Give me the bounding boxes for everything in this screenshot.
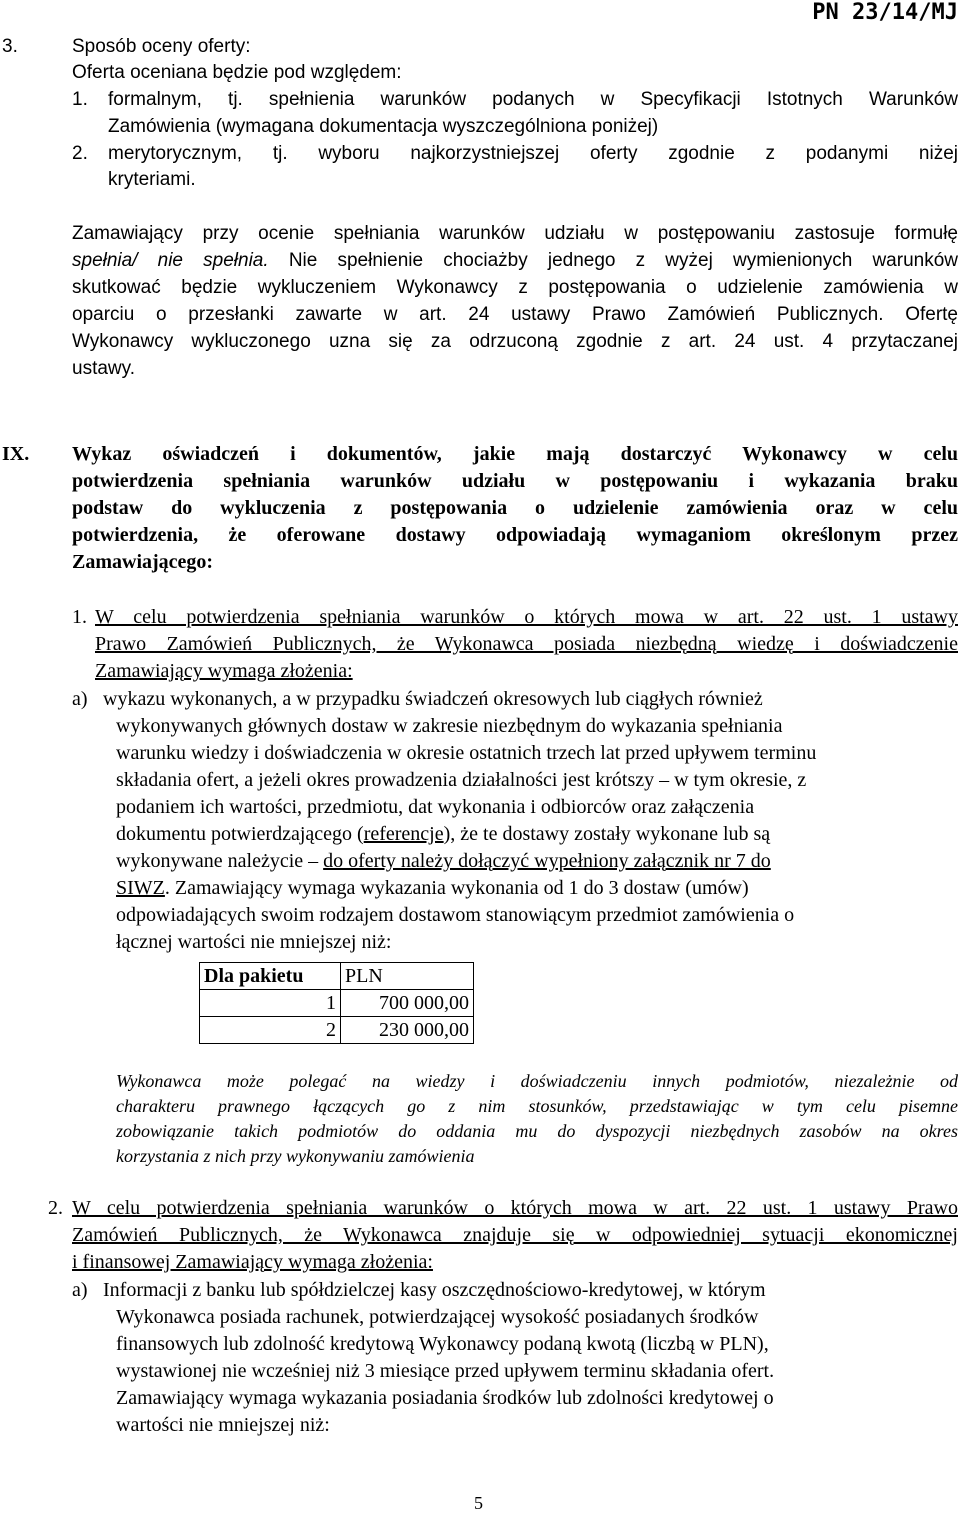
- table-cell: 1: [200, 990, 341, 1017]
- sub-item-text: warunku wiedzy i doświadczenia w okresie ostatnich trzech lat przed upływem terminu: [116, 742, 817, 764]
- requirement-heading: Zamówień Publicznych, że Wykonawca znajduje się w odpowiedniej sytuacji ekonomicznej: [72, 1224, 958, 1246]
- requirement-heading: Zamawiający wymaga złożenia:: [95, 660, 353, 682]
- table-row: [200, 990, 474, 1017]
- sub-item-text: wykazu wykonanych, a w przypadku świadczeń okresowych lub ciągłych również: [103, 688, 763, 710]
- sub-item-label: a): [72, 1279, 88, 1301]
- table-header-row: [200, 963, 474, 990]
- table-header-cell: PLN: [341, 963, 474, 990]
- evaluation-paragraph: oparciu o przesłanki zawarte w art. 24 ustawy Prawo Zamówień Publicznych. Ofertę: [72, 304, 958, 325]
- sub-item-text: wykonywane należycie – do oferty należy dołączyć wypełniony załącznik nr 7 do: [116, 850, 771, 872]
- section-ix-heading: Wykaz oświadczeń i dokumentów, jakie mają dostarczyć Wykonawcy w celu: [72, 443, 958, 465]
- evaluation-paragraph: Zamawiający przy ocenie spełniania warunków udziału w postępowaniu zastosuje formułę: [72, 223, 958, 244]
- section-3-number: 3.: [2, 36, 18, 57]
- sub-item-text: SIWZ. Zamawiający wymaga wykazania wykonania od 1 do 3 dostaw (umów): [116, 877, 749, 899]
- sub-item-text: składania ofert, a jeżeli okres prowadzenia działalności jest krótszy – w tym okresie, z: [116, 769, 807, 791]
- table-row: [200, 1017, 474, 1044]
- evaluation-paragraph: skutkować będzie wykluczeniem Wykonawcy z postępowania o udzielenie zamówienia w: [72, 277, 958, 298]
- attachment-note: SIWZ: [116, 877, 165, 899]
- note-text: Wykonawca może polegać na wiedzy i doświadczeniu innych podmiotów, niezależnie od: [116, 1071, 958, 1091]
- sub-item-text: finansowych lub zdolność kredytową Wykonawcy podaną kwotą (liczbą w PLN),: [116, 1333, 769, 1355]
- requirement-heading: i finansowej Zamawiający wymaga złożenia:: [72, 1251, 433, 1273]
- note-text: charakteru prawnego łączących go z nim stosunków, przedstawiając w tym celu pisemne: [116, 1096, 958, 1116]
- table-cell: 700 000,00: [341, 990, 474, 1017]
- requirement-heading: Prawo Zamówień Publicznych, że Wykonawca posiada niezbędną wiedzę i doświadczenie: [95, 633, 958, 655]
- table-header-cell: Dla pakietu: [200, 963, 341, 990]
- section-ix-number: IX.: [2, 443, 30, 465]
- requirement-heading: W celu potwierdzenia spełniania warunków o których mowa w art. 22 ust. 1 ustawy: [95, 606, 958, 628]
- section-ix-heading: potwierdzenia, że oferowane dostawy odpowiadają wymaganiom określonym przez: [72, 524, 958, 546]
- evaluation-paragraph: spełnia/ nie spełnia. Nie spełnienie chociażby jednego z wyżej wymienionych warunków: [72, 250, 958, 271]
- evaluation-paragraph: Wykonawcy wykluczonego uzna się za odrzuconą zgodnie z art. 24 ust. 4 przytaczanej: [72, 331, 958, 352]
- criteria-item-text: formalnym, tj. spełnienia warunków podanych w Specyfikacji Istotnych Warunków: [108, 89, 958, 110]
- criteria-item-number: 2.: [72, 143, 88, 164]
- criteria-item-text: Zamówienia (wymagana dokumentacja wyszczególniona poniżej): [108, 116, 659, 137]
- section-3-title: Sposób oceny oferty:: [72, 36, 251, 57]
- value-table: [199, 962, 474, 1044]
- sub-item-text: Wykonawca posiada rachunek, potwierdzającej wysokość posiadanych środków: [116, 1306, 759, 1328]
- italic-formula: spełnia/ nie spełnia.: [72, 250, 269, 271]
- section-ix-heading: podstaw do wykluczenia z postępowania o udzielenie zamówienia oraz w celu: [72, 497, 958, 519]
- document-reference: PN 23/14/MJ: [812, 0, 958, 25]
- criteria-item-number: 1.: [72, 89, 88, 110]
- page-number: 5: [474, 1493, 483, 1513]
- sub-item-text: łącznej wartości nie mniejszej niż:: [116, 931, 392, 953]
- note-text: zobowiązanie takich podmiotów do oddania mu do dyspozycji niezbędnych zasobów na okres: [116, 1121, 958, 1141]
- sub-item-text: Zamawiający wymaga wykazania posiadania środków lub zdolności kredytowej o: [116, 1387, 774, 1409]
- criteria-item-text: merytorycznym, tj. wyboru najkorzystniejszej oferty zgodnie z podanymi niżej: [108, 143, 958, 164]
- section-ix-heading: potwierdzenia spełniania warunków udziału w postępowaniu i wykazania braku: [72, 470, 958, 492]
- section-3-intro: Oferta oceniana będzie pod względem:: [72, 62, 402, 83]
- sub-item-label: a): [72, 688, 88, 710]
- requirement-number: 1.: [72, 606, 87, 628]
- sub-item-text: wykonywanych głównych dostaw w zakresie niezbędnym do wykazania spełniania: [116, 715, 783, 737]
- attachment-note: do oferty należy dołączyć wypełniony załącznik nr 7 do: [323, 850, 771, 872]
- section-ix-heading: Zamawiającego:: [72, 551, 214, 573]
- note-text: korzystania z nich przy wykonywaniu zamówienia: [116, 1146, 475, 1166]
- requirement-heading: W celu potwierdzenia spełniania warunków o których mowa w art. 22 ust. 1 ustawy Prawo: [72, 1197, 958, 1219]
- references-text: referencje: [363, 823, 444, 845]
- evaluation-paragraph: ustawy.: [72, 358, 136, 379]
- sub-item-text: wystawionej nie wcześniej niż 3 miesiące przed upływem terminu składania ofert.: [116, 1360, 775, 1382]
- sub-item-text: wartości nie mniejszej niż:: [116, 1414, 330, 1436]
- criteria-item-text: kryteriami.: [108, 169, 196, 190]
- sub-item-text: podaniem ich wartości, przedmiotu, dat wykonania i odbiorców oraz załączenia: [116, 796, 755, 818]
- table-cell: 2: [200, 1017, 341, 1044]
- table-cell: 230 000,00: [341, 1017, 474, 1044]
- sub-item-text: odpowiadających swoim rodzajem dostawom stanowiącym przedmiot zamówienia o: [116, 904, 795, 926]
- sub-item-text: dokumentu potwierdzającego (referencje), że te dostawy zostały wykonane lub są: [116, 823, 771, 845]
- sub-item-text: Informacji z banku lub spółdzielczej kasy oszczędnościowo-kredytowej, w którym: [103, 1279, 766, 1301]
- requirement-number: 2.: [48, 1197, 63, 1219]
